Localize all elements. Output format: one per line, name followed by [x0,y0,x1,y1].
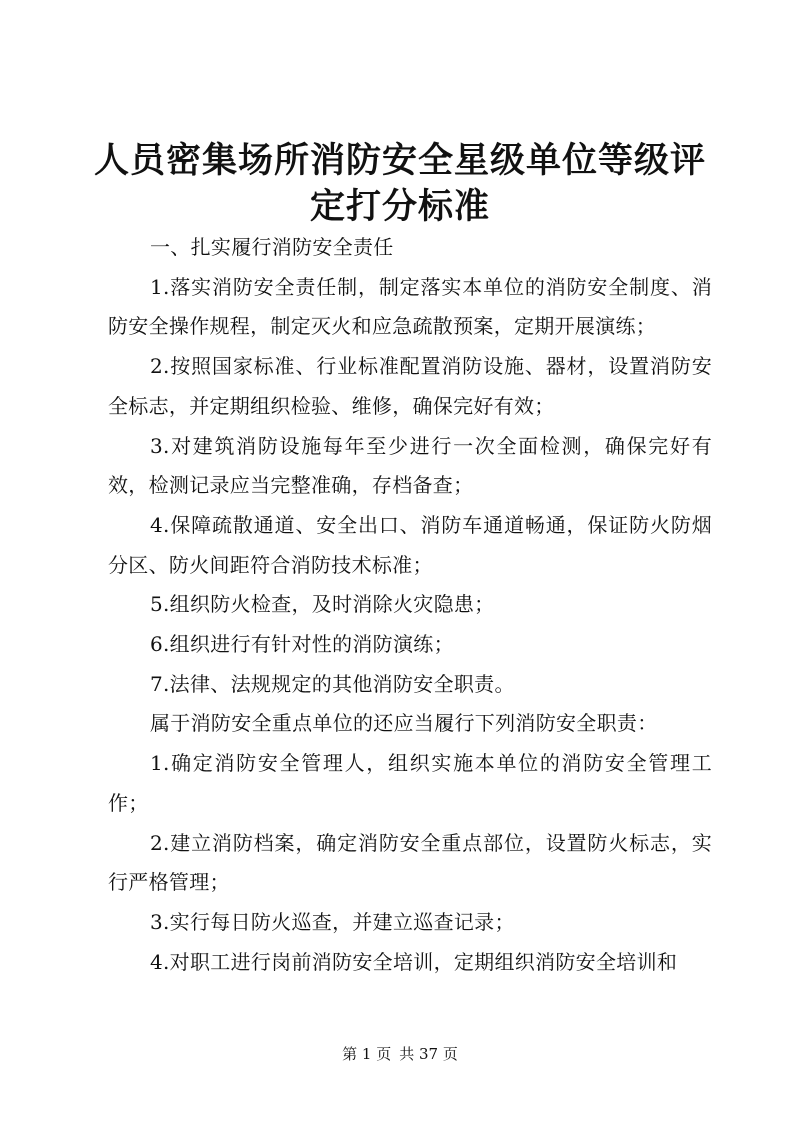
body-paragraph: 属于消防安全重点单位的还应当履行下列消防安全职责： [150,711,658,736]
body-paragraph: 7.法律、法规规定的其他消防安全职责。 [150,671,515,696]
body-paragraph: 3.对建筑消防设施每年至少进行一次全面检测，确保完好有效，检测记录应当完整准确，存档备查； [108,433,712,498]
body-paragraph: 3.实行每日防火巡查，并建立巡查记录； [150,909,515,934]
body-paragraph: 2.建立消防档案，确定消防安全重点部位，设置防火标志，实行严格管理； [108,830,712,895]
document-body [108,228,712,982]
section-heading: 一、扎实履行消防安全责任 [150,235,394,259]
body-paragraph: 1.落实消防安全责任制，制定落实本单位的消防安全制度、消防安全操作规程，制定灭火和应急疏散预案，定期开展演练； [108,274,712,339]
document-title: 人员密集场所消防安全星级单位等级评定打分标准 [93,140,706,227]
page-footer [0,1044,800,1064]
body-paragraph: 4.保障疏散通道、安全出口、消防车通道畅通，保证防火防烟分区、防火间距符合消防技术标准； [108,512,712,577]
page-total: 共 37 页 [399,1045,458,1063]
body-paragraph: 1.确定消防安全管理人，组织实施本单位的消防安全管理工作； [108,751,712,815]
body-paragraph: 4.对职工进行岗前消防安全培训，定期组织消防安全培训和 [150,949,678,974]
body-paragraph: 6.组织进行有针对性的消防演练； [150,632,454,657]
body-paragraph: 2.按照国家标准、行业标准配置消防设施、器材，设置消防安全标志，并定期组织检验、维修，确保完好有效； [108,354,712,418]
body-paragraph: 5.组织防火检查，及时消除火灾隐患； [150,592,495,617]
page-number: 第 1 页 [342,1045,392,1063]
